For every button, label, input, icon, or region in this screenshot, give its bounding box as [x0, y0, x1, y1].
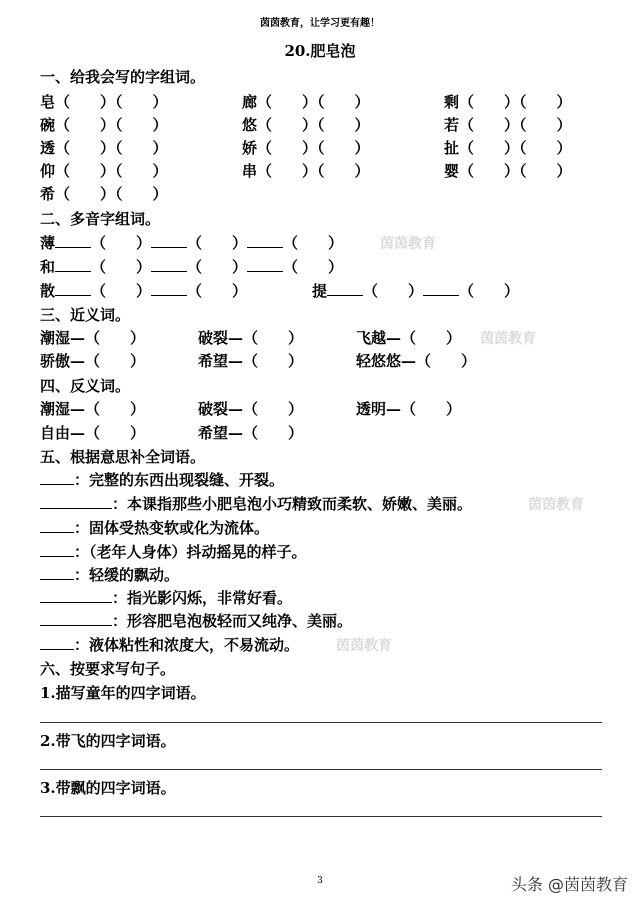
- s2-item: 散 （ ） （ ）: [40, 282, 248, 300]
- s1-item: 皂（ ）（ ）: [40, 93, 168, 111]
- meaning-item: ：指光影闪烁，非常好看。: [40, 587, 292, 608]
- source-credit: 头条 @茵茵教育: [510, 875, 628, 894]
- s1-item: 若（ ）（ ）: [444, 116, 572, 134]
- sentence-prompt: 3.带飘的四字词语。: [40, 779, 176, 797]
- s1-item: 娇（ ）（ ）: [242, 139, 370, 157]
- antonym-item: 希望—（ ）: [198, 424, 304, 442]
- section-3-heading: 三、近义词。: [40, 306, 131, 324]
- watermark: 茵茵教育: [528, 497, 584, 513]
- s1-item: 透（ ）（ ）: [40, 139, 168, 157]
- s1-item: 剩（ ）（ ）: [444, 93, 572, 111]
- meaning-item: ：液体粘性和浓度大，不易流动。: [40, 634, 299, 655]
- synonym-item: 希望—（ ）: [198, 352, 304, 370]
- s1-item: 碗（ ）（ ）: [40, 116, 168, 134]
- section-6-heading: 六、按要求写句子。: [40, 660, 176, 678]
- meaning-item: ：完整的东西出现裂缝、开裂。: [40, 469, 284, 490]
- antonym-item: 破裂—（ ）: [198, 400, 304, 418]
- antonym-item: 自由—（ ）: [40, 424, 146, 442]
- synonym-item: 轻悠悠—（ ）: [356, 352, 477, 370]
- page-number: 3: [317, 876, 323, 886]
- answer-line: [40, 816, 602, 817]
- meaning-item: ：本课指那些小肥皂泡小巧精致而柔软、娇嫩、美丽。: [40, 493, 472, 514]
- s1-item: 串（ ）（ ）: [242, 162, 370, 180]
- s1-item: 希（ ）（ ）: [40, 185, 168, 203]
- watermark: 茵茵教育: [336, 638, 392, 654]
- s2-item: 薄 （ ） （ ） （ ）: [40, 234, 344, 252]
- meaning-item: ：轻缓的飘动。: [40, 564, 179, 585]
- meaning-item: ：固体受热变软或化为流体。: [40, 517, 269, 538]
- page-title: 20.肥皂泡: [284, 42, 356, 60]
- synonym-item: 骄傲—（ ）: [40, 352, 146, 370]
- s2-item: 提 （ ） （ ）: [312, 282, 520, 300]
- section-4-heading: 四、反义词。: [40, 377, 131, 395]
- antonym-item: 潮湿—（ ）: [40, 400, 146, 418]
- s1-item: 悠（ ）（ ）: [242, 116, 370, 134]
- s1-item: 扯（ ）（ ）: [444, 139, 572, 157]
- synonym-item: 飞越—（ ）: [356, 329, 462, 347]
- page-header: 茵茵教育，让学习更有趣！: [260, 18, 380, 29]
- answer-line: [40, 769, 602, 770]
- meaning-item: ：形容肥皂泡极轻而又纯净、美丽。: [40, 610, 352, 631]
- synonym-item: 潮湿—（ ）: [40, 329, 146, 347]
- watermark: 茵茵教育: [380, 236, 436, 252]
- watermark: 茵茵教育: [480, 331, 536, 347]
- antonym-item: 透明—（ ）: [356, 400, 462, 418]
- s1-item: 廊（ ）（ ）: [242, 93, 370, 111]
- sentence-prompt: 1.描写童年的四字词语。: [40, 684, 206, 702]
- s1-item: 仰（ ）（ ）: [40, 162, 168, 180]
- section-2-heading: 二、多音字组词。: [40, 210, 161, 228]
- section-1-heading: 一、给我会写的字组词。: [40, 68, 206, 86]
- s2-item: 和 （ ） （ ） （ ）: [40, 258, 344, 276]
- synonym-item: 破裂—（ ）: [198, 329, 304, 347]
- answer-line: [40, 722, 602, 723]
- section-5-heading: 五、根据意思补全词语。: [40, 448, 206, 466]
- meaning-item: ：（老年人身体）抖动摇晃的样子。: [40, 541, 307, 562]
- sentence-prompt: 2.带飞的四字词语。: [40, 732, 176, 750]
- s1-item: 婴（ ）（ ）: [444, 162, 572, 180]
